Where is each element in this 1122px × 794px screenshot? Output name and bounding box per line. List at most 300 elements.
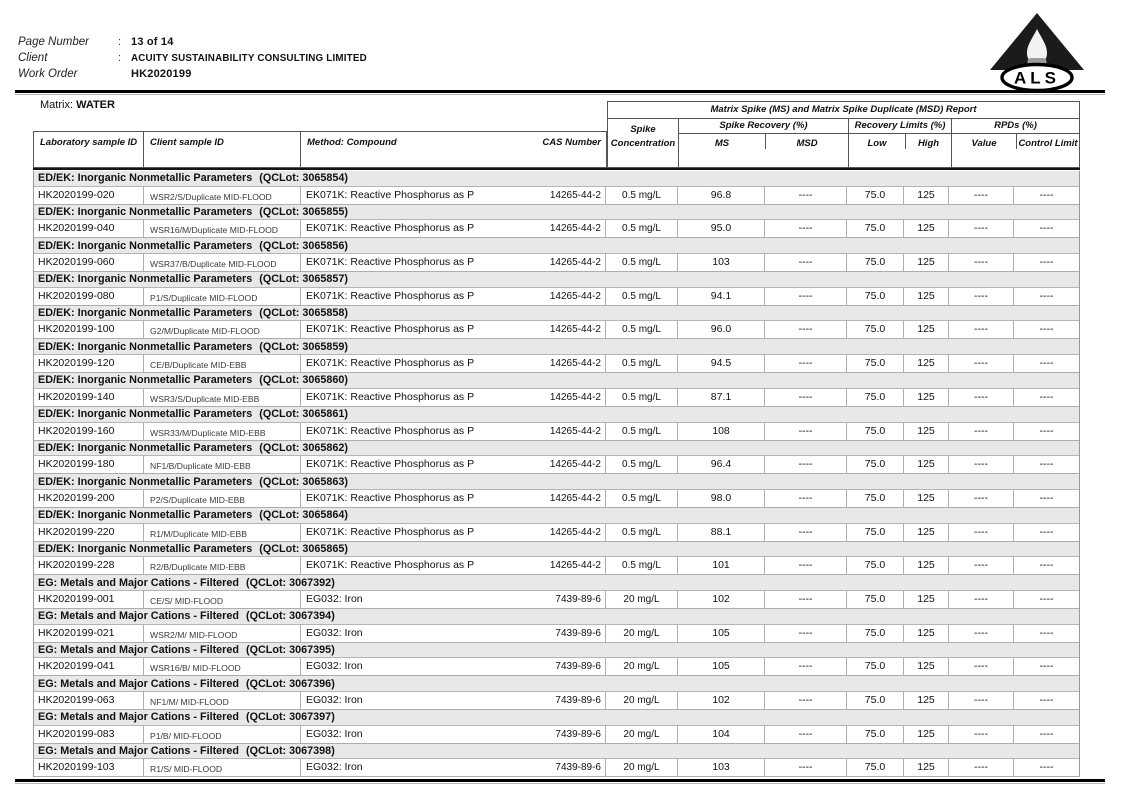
group-cells xyxy=(952,134,1079,149)
rpd-control-limit-cell: ---- xyxy=(1039,458,1054,471)
section-category: ED/EK: Inorganic Nonmetallic Parameters xyxy=(38,475,253,488)
rpd-value-cell: ---- xyxy=(949,321,1014,338)
high-limit-cell: 125 xyxy=(904,254,949,271)
client-sample-id-cell: WSR16/B/ MID-FLOOD xyxy=(144,658,301,675)
msd-cell: ---- xyxy=(765,658,847,675)
als-logo-text: ALS xyxy=(1014,68,1060,88)
low-limit-cell: 75.0 xyxy=(847,423,904,440)
lab-sample-id-cell: HK2020199-200 xyxy=(34,490,144,507)
spike-concentration-cell: 20 mg/L xyxy=(606,625,678,642)
client-sample-id-cell: CE/S/ MID-FLOOD xyxy=(144,591,301,608)
cas-number: 7439-89-6 xyxy=(555,661,601,673)
client-sample-id-cell: R1/S/ MID-FLOOD xyxy=(144,759,301,776)
method-compound-cell xyxy=(301,456,606,473)
group-cells xyxy=(679,134,848,149)
section-category: ED/EK: Inorganic Nonmetallic Parameters xyxy=(38,307,253,320)
lab-sample-id-cell: HK2020199-220 xyxy=(34,524,144,541)
high-limit-cell: 125 xyxy=(904,423,949,440)
rpd-control-limit-cell: ---- xyxy=(1039,660,1054,673)
cas-number: 14265-44-2 xyxy=(549,425,601,437)
rpd-control-limit-cell: ---- xyxy=(1039,424,1054,437)
table-row xyxy=(34,591,1079,609)
high-limit-cell: 125 xyxy=(904,524,949,541)
qc-section xyxy=(34,339,1079,373)
table-row xyxy=(34,557,1079,575)
ms-cell: 108 xyxy=(678,423,765,440)
client-sample-id-cell: WSR2/M/ MID-FLOOD xyxy=(144,625,301,642)
als-logo-icon xyxy=(985,12,1089,92)
letterhead xyxy=(18,36,367,84)
method-compound: EK071K: Reactive Phosphorus as P xyxy=(306,323,475,336)
qc-section xyxy=(34,710,1079,744)
low-limit-cell: 75.0 xyxy=(847,658,904,675)
section-qclot: (QCLot: 3065855) xyxy=(259,206,349,219)
low-limit-cell: 75.0 xyxy=(847,625,904,642)
col-header-method-compound: Method: Compound xyxy=(307,137,397,148)
cas-number: 14265-44-2 xyxy=(549,492,601,504)
spike-concentration-cell: 0.5 mg/L xyxy=(606,220,678,237)
section-category: ED/EK: Inorganic Nonmetallic Parameters xyxy=(38,340,253,353)
table-row xyxy=(34,490,1079,508)
method-compound-cell xyxy=(301,355,606,372)
cas-number: 14265-44-2 xyxy=(549,189,601,201)
cas-number: 14265-44-2 xyxy=(549,290,601,302)
client-sample-id-cell: WSR2/S/Duplicate MID-FLOOD xyxy=(144,187,301,204)
section-header xyxy=(34,575,1079,591)
method-compound: EK071K: Reactive Phosphorus as P xyxy=(306,491,475,504)
rpd-value-cell: ---- xyxy=(949,355,1014,372)
method-compound-cell xyxy=(301,288,606,305)
high-limit-cell: 125 xyxy=(904,658,949,675)
msd-cell: ---- xyxy=(765,524,847,541)
header-underline xyxy=(33,168,1080,170)
section-qclot: (QCLot: 3065857) xyxy=(259,273,349,286)
client-sample-id-cell: P1/S/Duplicate MID-FLOOD xyxy=(144,288,301,305)
method-compound: EK071K: Reactive Phosphorus as P xyxy=(306,188,475,201)
rpd-control-limit-cell: ---- xyxy=(1039,188,1054,201)
high-limit-cell: 125 xyxy=(904,759,949,776)
group-spike-recovery xyxy=(679,119,849,168)
cas-number: 7439-89-6 xyxy=(555,695,601,706)
colon: : xyxy=(118,52,122,64)
method-compound-cell xyxy=(301,625,606,642)
msd-cell: ---- xyxy=(765,389,847,406)
high-limit-cell: 125 xyxy=(904,321,949,338)
cas-number: 14265-44-2 xyxy=(549,391,601,403)
lab-sample-id-cell: HK2020199-060 xyxy=(34,254,144,271)
table-row xyxy=(34,423,1079,441)
section-qclot: (QCLot: 3067394) xyxy=(245,610,335,623)
rpd-control-limit-cell: ---- xyxy=(1039,525,1054,538)
section-header xyxy=(34,339,1079,355)
qc-section xyxy=(34,508,1079,542)
table-row xyxy=(34,321,1079,339)
rpd-value-cell: ---- xyxy=(949,187,1014,204)
client-sample-id-cell: P1/B/ MID-FLOOD xyxy=(144,726,301,743)
ms-cell: 104 xyxy=(678,726,765,743)
msd-cell: ---- xyxy=(765,490,847,507)
client-line xyxy=(18,52,367,68)
msd-cell: ---- xyxy=(765,187,847,204)
high-limit-cell: 125 xyxy=(904,456,949,473)
method-compound-cell xyxy=(301,254,606,271)
col-header-control-limit: Control Limit xyxy=(1018,138,1078,149)
group-recovery-limits xyxy=(849,119,952,168)
table-row xyxy=(34,355,1079,373)
method-compound: EK071K: Reactive Phosphorus as P xyxy=(306,424,475,437)
rpd-value-cell: ---- xyxy=(949,288,1014,305)
low-limit-cell: 75.0 xyxy=(847,389,904,406)
group-label-rpds: RPDs (%) xyxy=(952,119,1079,134)
rpd-value-cell: ---- xyxy=(949,557,1014,574)
section-header xyxy=(34,238,1079,254)
rpd-value-cell: ---- xyxy=(949,524,1014,541)
lab-sample-id-cell: HK2020199-040 xyxy=(34,220,144,237)
section-qclot: (QCLot: 3065862) xyxy=(259,441,349,454)
lab-sample-id-cell: HK2020199-063 xyxy=(34,692,144,709)
method-compound-cell xyxy=(301,389,606,406)
spike-concentration-cell: 0.5 mg/L xyxy=(606,524,678,541)
section-header xyxy=(34,407,1079,423)
msd-cell: ---- xyxy=(765,692,847,709)
low-limit-cell: 75.0 xyxy=(847,254,904,271)
lab-sample-id-cell: HK2020199-100 xyxy=(34,321,144,338)
method-compound: EG032: Iron xyxy=(306,592,363,605)
qc-section xyxy=(34,205,1079,239)
section-qclot: (QCLot: 3067396) xyxy=(245,677,335,690)
rpd-control-limit-cell: ---- xyxy=(1039,289,1054,302)
high-limit-cell: 125 xyxy=(904,355,949,372)
spike-concentration-cell: 20 mg/L xyxy=(606,591,678,608)
client-sample-id-cell: WSR16/M/Duplicate MID-FLOOD xyxy=(144,220,301,237)
rpd-control-limit-cell: ---- xyxy=(1039,390,1054,403)
als-logo xyxy=(985,12,1089,92)
method-compound: EG032: Iron xyxy=(306,761,363,774)
method-compound-cell xyxy=(301,557,606,574)
section-header xyxy=(34,441,1079,457)
low-limit-cell: 75.0 xyxy=(847,456,904,473)
rpd-control-limit-cell: ---- xyxy=(1039,357,1054,370)
cas-number: 14265-44-2 xyxy=(549,459,601,471)
spike-concentration-cell: 0.5 mg/L xyxy=(606,490,678,507)
spike-concentration-cell: 20 mg/L xyxy=(606,658,678,675)
page-number-label: Page Number xyxy=(18,36,89,48)
msd-cell: ---- xyxy=(765,321,847,338)
qc-section xyxy=(34,744,1079,778)
colon: : xyxy=(118,36,122,48)
low-limit-cell: 75.0 xyxy=(847,524,904,541)
ms-cell: 88.1 xyxy=(678,524,765,541)
lab-sample-id-cell: HK2020199-103 xyxy=(34,759,144,776)
ms-cell: 102 xyxy=(678,692,765,709)
high-limit-cell: 125 xyxy=(904,187,949,204)
ms-cell: 87.1 xyxy=(678,389,765,406)
method-compound: EG032: Iron xyxy=(306,727,363,740)
section-category: ED/EK: Inorganic Nonmetallic Parameters xyxy=(38,509,253,522)
lab-sample-id-cell: HK2020199-160 xyxy=(34,423,144,440)
qc-section xyxy=(34,676,1079,710)
lab-sample-id-cell: HK2020199-140 xyxy=(34,389,144,406)
msd-cell: ---- xyxy=(765,759,847,776)
lab-sample-id-cell: HK2020199-180 xyxy=(34,456,144,473)
section-header xyxy=(34,373,1079,389)
spike-concentration-cell: 0.5 mg/L xyxy=(606,423,678,440)
ms-cell: 96.0 xyxy=(678,321,765,338)
low-limit-cell: 75.0 xyxy=(847,490,904,507)
client-sample-id-cell: P2/S/Duplicate MID-EBB xyxy=(144,490,301,507)
msd-cell: ---- xyxy=(765,625,847,642)
msd-cell: ---- xyxy=(765,355,847,372)
section-category: ED/EK: Inorganic Nonmetallic Parameters xyxy=(38,441,253,454)
section-category: EG: Metals and Major Cations - Filtered xyxy=(38,576,239,589)
high-limit-cell: 125 xyxy=(904,220,949,237)
section-qclot: (QCLot: 3065861) xyxy=(259,408,349,421)
section-header xyxy=(34,609,1079,625)
lab-sample-id-cell: HK2020199-083 xyxy=(34,726,144,743)
col-header-value: Value xyxy=(952,134,1017,149)
cas-number: 7439-89-6 xyxy=(555,593,601,605)
spike-concentration-cell: 0.5 mg/L xyxy=(606,321,678,338)
method-compound-cell xyxy=(301,321,606,338)
qc-section xyxy=(34,407,1079,441)
section-qclot: (QCLot: 3067398) xyxy=(245,745,335,758)
qc-section xyxy=(34,575,1079,609)
msd-cell: ---- xyxy=(765,423,847,440)
matrix-label: Matrix: xyxy=(40,99,73,111)
spike-concentration-cell: 20 mg/L xyxy=(606,759,678,776)
table-row xyxy=(34,524,1079,542)
table-row xyxy=(34,288,1079,306)
cas-number: 7439-89-6 xyxy=(555,627,601,639)
lab-sample-id-cell: HK2020199-080 xyxy=(34,288,144,305)
rpd-control-limit-cell: ---- xyxy=(1039,491,1054,504)
top-rule-shadow xyxy=(15,94,1105,95)
section-header xyxy=(34,710,1079,726)
client-sample-id-cell: NF1/B/Duplicate MID-EBB xyxy=(144,456,301,473)
group-label-recovery-limits: Recovery Limits (%) xyxy=(849,119,951,134)
low-limit-cell: 75.0 xyxy=(847,321,904,338)
section-header xyxy=(34,508,1079,524)
cas-number: 7439-89-6 xyxy=(555,728,601,740)
group-label-spike-recovery: Spike Recovery (%) xyxy=(679,119,848,134)
table-row xyxy=(34,220,1079,238)
low-limit-cell: 75.0 xyxy=(847,591,904,608)
msd-cell: ---- xyxy=(765,591,847,608)
table-row xyxy=(34,187,1079,205)
lab-sample-id-cell: HK2020199-021 xyxy=(34,625,144,642)
spike-concentration-cell: 0.5 mg/L xyxy=(606,288,678,305)
col-header-ms: MS xyxy=(679,134,766,149)
low-limit-cell: 75.0 xyxy=(847,692,904,709)
section-qclot: (QCLot: 3065858) xyxy=(259,307,349,320)
high-limit-cell: 125 xyxy=(904,692,949,709)
low-limit-cell: 75.0 xyxy=(847,220,904,237)
section-category: ED/EK: Inorganic Nonmetallic Parameters xyxy=(38,542,253,555)
method-compound-cell xyxy=(301,524,606,541)
section-header xyxy=(34,272,1079,288)
rpd-value-cell: ---- xyxy=(949,389,1014,406)
qc-section xyxy=(34,306,1079,340)
ms-cell: 94.1 xyxy=(678,288,765,305)
rpd-value-cell: ---- xyxy=(949,490,1014,507)
low-limit-cell: 75.0 xyxy=(847,759,904,776)
section-category: ED/EK: Inorganic Nonmetallic Parameters xyxy=(38,374,253,387)
high-limit-cell: 125 xyxy=(904,591,949,608)
cas-number: 14265-44-2 xyxy=(549,358,601,370)
high-limit-cell: 125 xyxy=(904,625,949,642)
msd-cell: ---- xyxy=(765,456,847,473)
cas-number: 7439-89-6 xyxy=(555,762,601,774)
section-header xyxy=(34,306,1079,322)
section-category: EG: Metals and Major Cations - Filtered xyxy=(38,643,239,656)
lab-sample-id-cell: HK2020199-041 xyxy=(34,658,144,675)
rpd-value-cell: ---- xyxy=(949,423,1014,440)
section-qclot: (QCLot: 3065863) xyxy=(259,475,349,488)
ms-cell: 103 xyxy=(678,254,765,271)
group-rpds xyxy=(952,119,1079,168)
section-category: ED/EK: Inorganic Nonmetallic Parameters xyxy=(38,206,253,219)
rpd-value-cell: ---- xyxy=(949,220,1014,237)
high-limit-cell: 125 xyxy=(904,557,949,574)
method-compound-cell xyxy=(301,658,606,675)
spike-concentration-cell: 0.5 mg/L xyxy=(606,187,678,204)
table-row xyxy=(34,726,1079,744)
qc-section xyxy=(34,171,1079,205)
section-category: EG: Metals and Major Cations - Filtered xyxy=(38,711,239,724)
work-order-line xyxy=(18,68,367,84)
method-compound: EK071K: Reactive Phosphorus as P xyxy=(306,525,475,538)
ms-cell: 98.0 xyxy=(678,490,765,507)
method-compound-cell xyxy=(301,591,606,608)
section-qclot: (QCLot: 3067397) xyxy=(245,711,335,724)
page-number-value: 13 of 14 xyxy=(131,36,174,48)
qc-section xyxy=(34,272,1079,306)
col-header-low: Low xyxy=(849,134,906,149)
rpd-control-limit-cell: ---- xyxy=(1039,727,1054,740)
msd-cell: ---- xyxy=(765,254,847,271)
section-qclot: (QCLot: 3065864) xyxy=(259,509,349,522)
table-row xyxy=(34,658,1079,676)
ms-cell: 105 xyxy=(678,658,765,675)
group-cells xyxy=(849,134,951,149)
qc-section xyxy=(34,609,1079,643)
ms-cell: 102 xyxy=(678,591,765,608)
method-compound-cell xyxy=(301,423,606,440)
work-order-label: Work Order xyxy=(18,68,78,80)
method-compound: EG032: Iron xyxy=(306,626,363,639)
client-sample-id-cell: CE/B/Duplicate MID-EBB xyxy=(144,355,301,372)
table-row xyxy=(34,625,1079,643)
section-header xyxy=(34,676,1079,692)
col-header-lab-sample-id: Laboratory sample ID xyxy=(34,132,144,167)
matrix-value: WATER xyxy=(76,99,115,111)
client-sample-id-cell: G2/M/Duplicate MID-FLOOD xyxy=(144,321,301,338)
section-header xyxy=(34,205,1079,221)
section-qclot: (QCLot: 3065859) xyxy=(259,340,349,353)
spike-concentration-cell: 20 mg/L xyxy=(606,692,678,709)
rpd-control-limit-cell: ---- xyxy=(1039,222,1054,235)
client-label: Client xyxy=(18,52,48,64)
section-qclot: (QCLot: 3065865) xyxy=(259,542,349,555)
table-row xyxy=(34,759,1079,777)
method-compound: EG032: Iron xyxy=(306,694,363,706)
method-compound-cell xyxy=(301,726,606,743)
table-header-left xyxy=(33,131,607,168)
cas-number: 14265-44-2 xyxy=(549,526,601,538)
rpd-value-cell: ---- xyxy=(949,692,1014,709)
ms-cell: 95.0 xyxy=(678,220,765,237)
msd-cell: ---- xyxy=(765,288,847,305)
rpd-control-limit-cell: ---- xyxy=(1039,559,1054,572)
client-sample-id-cell: R1/M/Duplicate MID-EBB xyxy=(144,524,301,541)
rpd-control-limit-cell: ---- xyxy=(1039,592,1054,605)
col-header-spike-concentration: Spike Concentration xyxy=(608,119,679,168)
client-sample-id-cell: R2/B/Duplicate MID-EBB xyxy=(144,557,301,574)
spike-concentration-cell: 0.5 mg/L xyxy=(606,456,678,473)
lab-sample-id-cell: HK2020199-020 xyxy=(34,187,144,204)
rpd-value-cell: ---- xyxy=(949,625,1014,642)
section-header xyxy=(34,744,1079,760)
lab-sample-id-cell: HK2020199-228 xyxy=(34,557,144,574)
section-category: EG: Metals and Major Cations - Filtered xyxy=(38,677,239,690)
cas-number: 14265-44-2 xyxy=(549,324,601,336)
lab-sample-id-cell: HK2020199-120 xyxy=(34,355,144,372)
top-rule xyxy=(15,90,1105,93)
qc-section xyxy=(34,238,1079,272)
method-compound: EK071K: Reactive Phosphorus as P xyxy=(306,458,475,471)
qc-section xyxy=(34,542,1079,576)
ms-cell: 96.4 xyxy=(678,456,765,473)
rpd-value-cell: ---- xyxy=(949,759,1014,776)
method-compound-cell xyxy=(301,187,606,204)
qc-section xyxy=(34,373,1079,407)
qc-section xyxy=(34,441,1079,475)
section-category: ED/EK: Inorganic Nonmetallic Parameters xyxy=(38,408,253,421)
low-limit-cell: 75.0 xyxy=(847,557,904,574)
low-limit-cell: 75.0 xyxy=(847,187,904,204)
spike-concentration-cell: 0.5 mg/L xyxy=(606,557,678,574)
method-compound-cell xyxy=(301,692,606,709)
high-limit-cell: 125 xyxy=(904,726,949,743)
method-compound: EK071K: Reactive Phosphorus as P xyxy=(306,289,475,302)
bottom-rule-shadow xyxy=(15,783,1105,784)
rpd-control-limit-cell: ---- xyxy=(1039,256,1054,269)
section-qclot: (QCLot: 3067392) xyxy=(245,576,335,589)
section-category: ED/EK: Inorganic Nonmetallic Parameters xyxy=(38,273,253,286)
section-qclot: (QCLot: 3065854) xyxy=(259,172,349,185)
rpd-control-limit-cell: ---- xyxy=(1039,761,1054,774)
section-category: ED/EK: Inorganic Nonmetallic Parameters xyxy=(38,172,253,185)
msd-cell: ---- xyxy=(765,557,847,574)
matrix-line xyxy=(40,99,115,111)
qc-section xyxy=(34,474,1079,508)
client-sample-id-cell: WSR33/M/Duplicate MID-EBB xyxy=(144,423,301,440)
client-sample-id-cell: NF1/M/ MID-FLOOD xyxy=(144,692,301,709)
spike-concentration-cell: 0.5 mg/L xyxy=(606,254,678,271)
table-row xyxy=(34,389,1079,407)
report-title: Matrix Spike (MS) and Matrix Spike Duplicate (MSD) Report xyxy=(608,102,1079,119)
method-compound: EK071K: Reactive Phosphorus as P xyxy=(306,357,475,370)
msd-cell: ---- xyxy=(765,726,847,743)
method-compound: EG032: Iron xyxy=(306,660,363,673)
spike-concentration-cell: 0.5 mg/L xyxy=(606,389,678,406)
section-header xyxy=(34,171,1079,187)
high-limit-cell: 125 xyxy=(904,288,949,305)
method-compound: EK071K: Reactive Phosphorus as P xyxy=(306,222,475,235)
rpd-value-cell: ---- xyxy=(949,456,1014,473)
client-value: ACUITY SUSTAINABILITY CONSULTING LIMITED xyxy=(131,53,367,64)
method-compound: EK071K: Reactive Phosphorus as P xyxy=(306,256,475,269)
